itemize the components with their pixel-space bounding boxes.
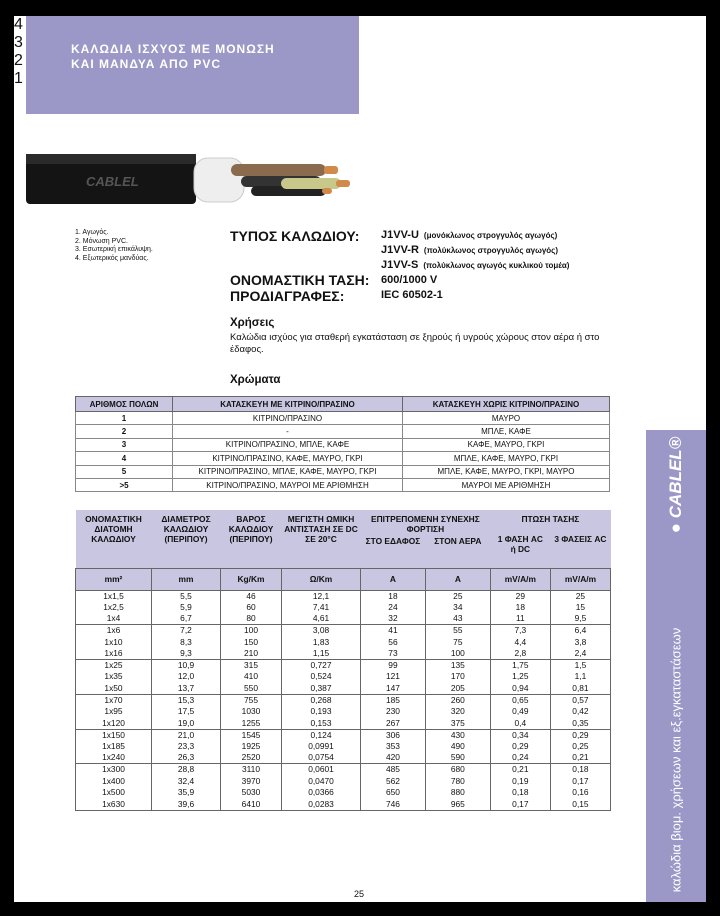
table-cell: 1x50 — [76, 683, 152, 695]
table-cell: 5,9 — [152, 602, 221, 614]
table-cell: 0,0601 — [282, 764, 361, 776]
table-cell: 150 — [221, 636, 282, 648]
table-cell: 11 — [490, 613, 550, 625]
table-cell: 0,4 — [490, 718, 550, 730]
table-cell: 650 — [361, 787, 426, 799]
table-cell: 35,9 — [152, 787, 221, 799]
table-row — [76, 636, 611, 648]
table-cell: 3,08 — [282, 625, 361, 637]
table-cell: 1,1 — [550, 671, 610, 683]
table-cell: 135 — [425, 660, 490, 672]
header-current-air: ΣΤΟΝ ΑΕΡΑ — [434, 536, 482, 546]
table-cell: 315 — [221, 660, 282, 672]
type-code: J1VV-S — [381, 259, 419, 271]
table-cell: 0,0470 — [282, 776, 361, 788]
table-cell: 18 — [490, 602, 550, 614]
table-cell: 0,153 — [282, 718, 361, 730]
table-cell: 1x120 — [76, 718, 152, 730]
table-cell: 23,3 — [152, 741, 221, 753]
table-cell: 0,24 — [490, 752, 550, 764]
table-cell: 0,727 — [282, 660, 361, 672]
table-cell: 267 — [361, 718, 426, 730]
table-cell: 17,5 — [152, 706, 221, 718]
table-cell: 75 — [425, 636, 490, 648]
colors-header-row — [76, 397, 610, 412]
unit-cell: A — [425, 568, 490, 590]
table-cell: 6410 — [221, 799, 282, 811]
table-cell: 1x630 — [76, 799, 152, 811]
table-cell: 41 — [361, 625, 426, 637]
table-cell: 1,5 — [550, 660, 610, 672]
callout-1: 1 — [14, 70, 23, 87]
table-cell: 8,3 — [152, 636, 221, 648]
colors-table — [75, 396, 610, 492]
table-row — [76, 694, 611, 706]
header-drop-group: ΠΤΩΣΗ ΤΑΣΗΣ — [521, 514, 580, 524]
unit-cell: mm — [152, 568, 221, 590]
table-cell: 0,57 — [550, 694, 610, 706]
callout-2: 2 — [14, 52, 23, 69]
table-cell: 1x35 — [76, 671, 152, 683]
table-row — [76, 602, 611, 614]
table-cell: 9,5 — [550, 613, 610, 625]
type-code: J1VV-U — [381, 229, 419, 241]
table-cell: 18 — [361, 590, 426, 602]
unit-cell: A — [361, 568, 426, 590]
without-yg-cell: ΜΑΥΡΟΙ ΜΕ ΑΡΙΘΜΗΣΗ — [403, 478, 610, 491]
brand-logo — [648, 430, 704, 540]
table-row — [76, 683, 611, 695]
table-cell: 1x400 — [76, 776, 152, 788]
table-cell: 56 — [361, 636, 426, 648]
table-cell: 73 — [361, 648, 426, 660]
table-cell: 15 — [550, 602, 610, 614]
table-cell: 0,124 — [282, 729, 361, 741]
type-desc: (πολύκλωνος αγωγός κυκλικού τομέα) — [423, 261, 570, 270]
table-cell: 205 — [425, 683, 490, 695]
table-cell: 1,15 — [282, 648, 361, 660]
header-resistance: ΜΕΓΙΣΤΗ ΩΜΙΚΗ ΑΝΤΙΣΤΑΣΗ ΣΕ DC ΣΕ 20°C — [282, 510, 361, 568]
col-header-with-yg: ΚΑΤΑΣΚΕΥΗ ΜΕ ΚΙΤΡΙΝΟ/ΠΡΑΣΙΝΟ — [173, 397, 403, 412]
legend-item: 1. Αγωγός. — [75, 229, 109, 236]
header-banner — [26, 16, 359, 114]
table-row — [76, 752, 611, 764]
page-title-line-1: ΚΑΛΩΔΙΑ ΙΣΧΥΟΣ ΜΕ ΜΟΝΩΣΗ — [71, 42, 275, 56]
table-cell: 1x185 — [76, 741, 152, 753]
type-desc: (πολύκλωνος στρογγυλός αγωγός) — [423, 246, 558, 255]
table-cell: 780 — [425, 776, 490, 788]
table-row — [76, 799, 611, 811]
brand-logo-text: ● CABLEL® — [666, 436, 685, 534]
table-cell: 1,25 — [490, 671, 550, 683]
standards-label: ΠΡΟΔΙΑΓΡΑΦΕΣ: — [230, 288, 345, 304]
table-cell: 7,2 — [152, 625, 221, 637]
uses-title: Χρήσεις — [230, 317, 275, 329]
table-cell: 0,42 — [550, 706, 610, 718]
table-cell: 10,9 — [152, 660, 221, 672]
table-cell: 490 — [425, 741, 490, 753]
table-cell: 60 — [221, 602, 282, 614]
table-cell: 1x25 — [76, 660, 152, 672]
header-current — [361, 510, 491, 568]
table-cell: 13,7 — [152, 683, 221, 695]
without-yg-cell: ΜΑΥΡΟ — [403, 412, 610, 425]
without-yg-cell: ΚΑΦΕ, ΜΑΥΡΟ, ΓΚΡΙ — [403, 438, 610, 451]
table-cell: 1,75 — [490, 660, 550, 672]
table-cell: 121 — [361, 671, 426, 683]
without-yg-cell: ΜΠΛΕ, ΚΑΦΕ, ΜΑΥΡΟ, ΓΚΡΙ — [403, 452, 610, 465]
type-value-1 — [381, 229, 557, 241]
table-cell: 260 — [425, 694, 490, 706]
header-drop — [490, 510, 610, 568]
header-weight: ΒΑΡΟΣ ΚΑΛΩΔΙΟΥ (ΠΕΡΙΠΟΥ) — [221, 510, 282, 568]
table-row — [76, 706, 611, 718]
table-cell: 880 — [425, 787, 490, 799]
legend-item: 3. Εσωτερική επικάλυψη. — [75, 246, 153, 253]
catalog-page — [14, 16, 706, 902]
table-cell: 590 — [425, 752, 490, 764]
table-cell: 1,83 — [282, 636, 361, 648]
page-title — [71, 42, 275, 72]
table-cell: 26,3 — [152, 752, 221, 764]
table-cell: 0,17 — [550, 776, 610, 788]
header-section: ΟΝΟΜΑΣΤΙΚΗ ΔΙΑΤΟΜΗ ΚΑΛΩΔΙΟΥ — [76, 510, 152, 568]
table-cell: 32,4 — [152, 776, 221, 788]
table-cell: 25 — [425, 590, 490, 602]
table-cell: 99 — [361, 660, 426, 672]
table-cell: 0,17 — [490, 799, 550, 811]
poles-cell: 1 — [76, 412, 173, 425]
table-cell: 80 — [221, 613, 282, 625]
table-cell: 28,8 — [152, 764, 221, 776]
table-row — [76, 764, 611, 776]
table-cell: 746 — [361, 799, 426, 811]
table-row — [76, 776, 611, 788]
table-cell: 39,6 — [152, 799, 221, 811]
table-cell: 1x300 — [76, 764, 152, 776]
voltage-label: ΟΝΟΜΑΣΤΙΚΗ ΤΑΣΗ: — [230, 272, 370, 288]
specifications-table — [75, 510, 611, 811]
type-value-2 — [381, 244, 558, 256]
table-cell: 0,21 — [490, 764, 550, 776]
table-cell: 1x150 — [76, 729, 152, 741]
table-cell: 2,8 — [490, 648, 550, 660]
callout-4: 4 — [14, 16, 23, 33]
with-yg-cell: ΚΙΤΡΙΝΟ/ΠΡΑΣΙΝΟ, ΜΑΥΡΟΙ ΜΕ ΑΡΙΘΜΗΣΗ — [173, 478, 403, 491]
table-cell: 12,1 — [282, 590, 361, 602]
table-cell: 46 — [221, 590, 282, 602]
legend-item: 2. Μόνωση PVC. — [75, 237, 128, 245]
unit-cell: Kg/Km — [221, 568, 282, 590]
col-header-poles: ΑΡΙΘΜΟΣ ΠΟΛΩΝ — [76, 397, 173, 412]
page-number: 25 — [354, 889, 365, 899]
table-cell: 1030 — [221, 706, 282, 718]
poles-cell: 3 — [76, 438, 173, 451]
table-cell: 24 — [361, 602, 426, 614]
table-cell: 7,41 — [282, 602, 361, 614]
table-cell: 0,268 — [282, 694, 361, 706]
table-cell: 3,8 — [550, 636, 610, 648]
sidebar-band — [646, 430, 706, 902]
parts-legend — [75, 229, 153, 263]
table-cell: 0,18 — [550, 764, 610, 776]
table-cell: 420 — [361, 752, 426, 764]
colors-row — [76, 412, 610, 425]
table-cell: 1x2,5 — [76, 602, 152, 614]
colors-row — [76, 438, 610, 451]
unit-cell: mm² — [76, 568, 152, 590]
table-cell: 5,5 — [152, 590, 221, 602]
table-cell: 0,29 — [490, 741, 550, 753]
sidebar-caption: καλώδια βιομ. χρήσεων και εξ.εγκαταστάσεων — [668, 627, 684, 893]
table-row — [76, 729, 611, 741]
colors-row — [76, 478, 610, 491]
table-cell: 1x6 — [76, 625, 152, 637]
table-cell: 550 — [221, 683, 282, 695]
table-cell: 170 — [425, 671, 490, 683]
table-row — [76, 741, 611, 753]
table-cell: 185 — [361, 694, 426, 706]
uses-text: Καλώδια ισχύος για σταθερή εγκατάσταση σε ξηρούς ή υγρούς χώρους στον αέρα ή στο έδαφος. — [230, 332, 600, 355]
poles-cell: 4 — [76, 452, 173, 465]
table-row — [76, 671, 611, 683]
callout-3: 3 — [14, 34, 23, 51]
table-cell: 0,29 — [550, 729, 610, 741]
with-yg-cell: ΚΙΤΡΙΝΟ/ΠΡΑΣΙΝΟ — [173, 412, 403, 425]
type-code: J1VV-R — [381, 244, 419, 256]
type-label: ΤΥΠΟΣ ΚΑΛΩΔΙΟΥ: — [230, 228, 360, 244]
table-cell: 0,49 — [490, 706, 550, 718]
table-cell: 0,0283 — [282, 799, 361, 811]
colors-title: Χρώματα — [230, 374, 281, 386]
table-cell: 306 — [361, 729, 426, 741]
table-cell: 0,524 — [282, 671, 361, 683]
table-cell: 29 — [490, 590, 550, 602]
table-row — [76, 613, 611, 625]
standards-value: IEC 60502-1 — [381, 289, 443, 301]
table-cell: 410 — [221, 671, 282, 683]
table-cell: 3110 — [221, 764, 282, 776]
table-cell: 21,0 — [152, 729, 221, 741]
table-cell: 1255 — [221, 718, 282, 730]
table-cell: 1x16 — [76, 648, 152, 660]
table-cell: 5030 — [221, 787, 282, 799]
poles-cell: 5 — [76, 465, 173, 478]
table-cell: 1x70 — [76, 694, 152, 706]
table-cell: 965 — [425, 799, 490, 811]
table-cell: 375 — [425, 718, 490, 730]
col-header-without-yg: ΚΑΤΑΣΚΕΥΗ ΧΩΡΙΣ ΚΙΤΡΙΝΟ/ΠΡΑΣΙΝΟ — [403, 397, 610, 412]
type-value-3 — [381, 259, 569, 271]
table-cell: 6,7 — [152, 613, 221, 625]
poles-cell: 2 — [76, 425, 173, 438]
table-row — [76, 625, 611, 637]
with-yg-cell: ΚΙΤΡΙΝΟ/ΠΡΑΣΙΝΟ, ΜΠΛΕ, ΚΑΦΕ — [173, 438, 403, 451]
header-current-ground: ΣΤΟ ΕΔΑΦΟΣ — [365, 536, 421, 546]
table-cell: 0,16 — [550, 787, 610, 799]
table-cell: 100 — [221, 625, 282, 637]
table-cell: 25 — [550, 590, 610, 602]
table-cell: 0,387 — [282, 683, 361, 695]
table-cell: 0,15 — [550, 799, 610, 811]
without-yg-cell: ΜΠΛΕ, ΚΑΦΕ — [403, 425, 610, 438]
table-cell: 0,94 — [490, 683, 550, 695]
header-current-group: ΕΠΙΤΡΕΠΟΜΕΝΗ ΣΥΝΕΧΗΣ ΦΟΡΤΙΣΗ — [371, 514, 480, 534]
table-cell: 430 — [425, 729, 490, 741]
with-yg-cell: - — [173, 425, 403, 438]
table-cell: 0,81 — [550, 683, 610, 695]
table-cell: 0,21 — [550, 752, 610, 764]
main-header-row — [76, 510, 611, 568]
table-cell: 1x95 — [76, 706, 152, 718]
unit-cell: mV/A/m — [490, 568, 550, 590]
table-cell: 485 — [361, 764, 426, 776]
table-row — [76, 660, 611, 672]
table-cell: 32 — [361, 613, 426, 625]
table-cell: 15,3 — [152, 694, 221, 706]
table-cell: 100 — [425, 648, 490, 660]
unit-cell: mV/A/m — [550, 568, 610, 590]
table-cell: 1x10 — [76, 636, 152, 648]
without-yg-cell: ΜΠΛΕ, ΚΑΦΕ, ΜΑΥΡΟ, ΓΚΡΙ, ΜΑΥΡΟ — [403, 465, 610, 478]
table-cell: 9,3 — [152, 648, 221, 660]
table-cell: 0,18 — [490, 787, 550, 799]
table-cell: 4,61 — [282, 613, 361, 625]
legend-item: 4. Εξωτερικός μανδύας. — [75, 254, 149, 262]
table-cell: 6,4 — [550, 625, 610, 637]
table-cell: 55 — [425, 625, 490, 637]
colors-row — [76, 452, 610, 465]
table-cell: 1x240 — [76, 752, 152, 764]
header-drop-3ph: 3 ΦΑΣΕΙΣ AC — [554, 534, 607, 544]
table-cell: 1x4 — [76, 613, 152, 625]
table-cell: 0,0991 — [282, 741, 361, 753]
table-cell: 210 — [221, 648, 282, 660]
table-cell: 1x1,5 — [76, 590, 152, 602]
table-cell: 0,19 — [490, 776, 550, 788]
table-cell: 0,35 — [550, 718, 610, 730]
colors-row — [76, 465, 610, 478]
table-cell: 0,65 — [490, 694, 550, 706]
table-cell: 0,25 — [550, 741, 610, 753]
table-row — [76, 590, 611, 602]
with-yg-cell: ΚΙΤΡΙΝΟ/ΠΡΑΣΙΝΟ, ΚΑΦΕ, ΜΑΥΡΟ, ΓΚΡΙ — [173, 452, 403, 465]
page-title-line-2: ΚΑΙ ΜΑΝΔΥΑ ΑΠΟ PVC — [71, 57, 222, 71]
poles-cell: >5 — [76, 478, 173, 491]
table-row — [76, 787, 611, 799]
table-cell: 2,4 — [550, 648, 610, 660]
table-cell: 4,4 — [490, 636, 550, 648]
table-cell: 2520 — [221, 752, 282, 764]
cable-illustration — [26, 148, 356, 212]
table-cell: 12,0 — [152, 671, 221, 683]
table-cell: 3970 — [221, 776, 282, 788]
table-cell: 43 — [425, 613, 490, 625]
table-cell: 320 — [425, 706, 490, 718]
table-row — [76, 648, 611, 660]
table-cell: 0,0754 — [282, 752, 361, 764]
unit-cell: Ω/Km — [282, 568, 361, 590]
table-cell: 0,193 — [282, 706, 361, 718]
table-cell: 0,0366 — [282, 787, 361, 799]
colors-row — [76, 425, 610, 438]
header-diameter: ΔΙΑΜΕΤΡΟΣ ΚΑΛΩΔΙΟΥ (ΠΕΡΙΠΟΥ) — [152, 510, 221, 568]
voltage-value: 600/1000 V — [381, 274, 438, 286]
table-cell: 562 — [361, 776, 426, 788]
table-cell: 7,3 — [490, 625, 550, 637]
header-drop-1ph: 1 ΦΑΣΗ AC ή DC — [497, 534, 543, 554]
table-cell: 230 — [361, 706, 426, 718]
table-cell: 1545 — [221, 729, 282, 741]
table-cell: 0,34 — [490, 729, 550, 741]
with-yg-cell: ΚΙΤΡΙΝΟ/ΠΡΑΣΙΝΟ, ΜΠΛΕ, ΚΑΦΕ, ΜΑΥΡΟ, ΓΚΡΙ — [173, 465, 403, 478]
table-cell: 353 — [361, 741, 426, 753]
table-cell: 680 — [425, 764, 490, 776]
table-cell: 147 — [361, 683, 426, 695]
type-desc: (μονόκλωνος στρογγυλός αγωγός) — [423, 231, 558, 240]
table-cell: 34 — [425, 602, 490, 614]
table-cell: 19,0 — [152, 718, 221, 730]
table-row — [76, 718, 611, 730]
cable-brand-text: CABLEL — [86, 174, 139, 189]
table-cell: 755 — [221, 694, 282, 706]
units-row — [76, 568, 611, 590]
table-cell: 1925 — [221, 741, 282, 753]
table-cell: 1x500 — [76, 787, 152, 799]
